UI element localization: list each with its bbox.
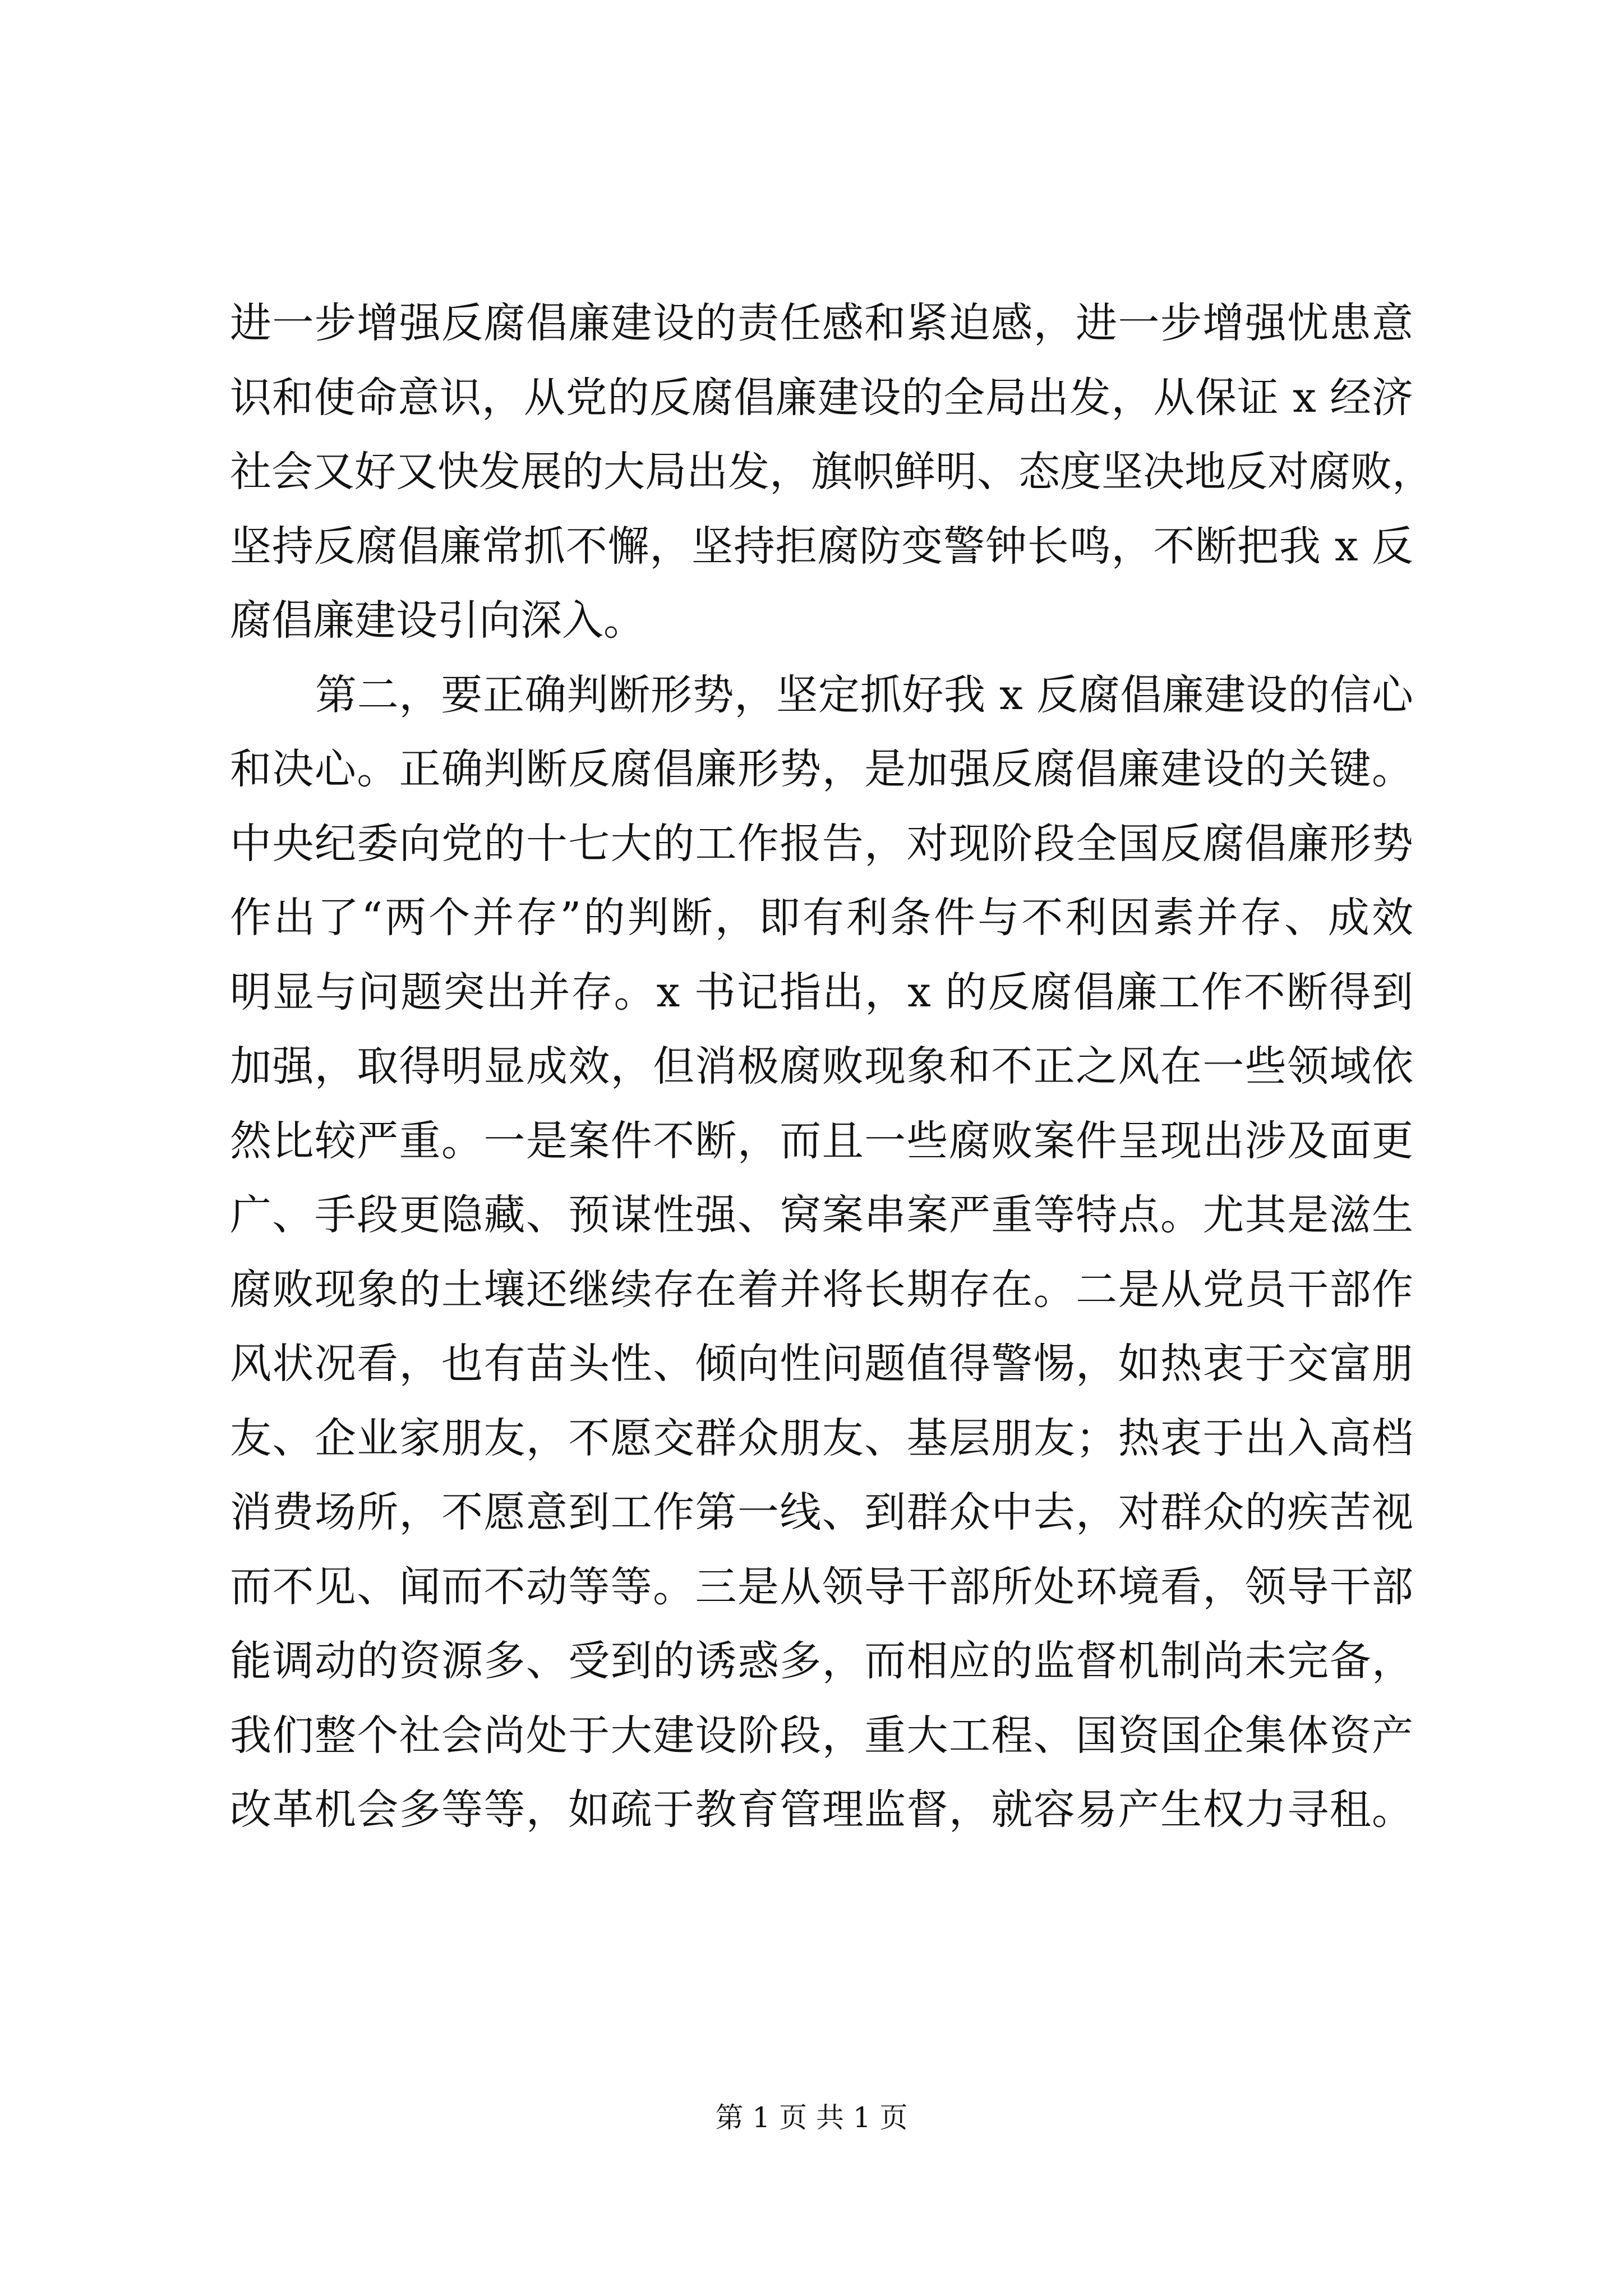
text-line: 坚持反腐倡廉常抓不懈，坚持拒腐防变警钟长鸣，不断把我 x 反	[230, 522, 1413, 570]
text-line: 友、企业家朋友，不愿交群众朋友、基层朋友；热衷于出入高档	[230, 1414, 1413, 1462]
text-line: 而不见、闻而不动等等。三是从领导干部所处环境看，领导干部	[230, 1562, 1413, 1611]
text-line: 风状况看，也有苗头性、倾向性问题值得警惕，如热衷于交富朋	[230, 1340, 1413, 1388]
text-line: 能调动的资源多、受到的诱惑多，而相应的监督机制尚未完备，	[230, 1637, 1413, 1685]
text-line: 识和使命意识，从党的反腐倡廉建设的全局出发，从保证 x 经济	[230, 373, 1413, 422]
page-footer	[0, 2101, 1623, 2134]
text-line: 广、手段更隐藏、预谋性强、窝案串案严重等特点。尤其是滋生	[230, 1191, 1413, 1239]
text-line: 进一步增强反腐倡廉建设的责任感和紧迫感，进一步增强忧患意	[230, 299, 1413, 347]
text-line: 消费场所，不愿意到工作第一线、到群众中去，对群众的疾苦视	[230, 1488, 1413, 1536]
text-line: 腐败现象的土壤还继续存在着并将长期存在。二是从党员干部作	[230, 1265, 1413, 1314]
text-line: 和决心。正确判断反腐倡廉形势，是加强反腐倡廉建设的关键。	[230, 745, 1413, 793]
body-text	[230, 286, 1433, 1847]
text-line: 明显与问题突出并存。x 书记指出，x 的反腐倡廉工作不断得到	[230, 968, 1413, 1016]
text-line: 社会又好又快发展的大局出发，旗帜鲜明、态度坚决地反对腐败，	[230, 448, 1433, 496]
text-line: 我们整个社会尚处于大建设阶段，重大工程、国资国企集体资产	[230, 1711, 1413, 1760]
text-line: 然比较严重。一是案件不断，而且一些腐败案件呈现出涉及面更	[230, 1116, 1413, 1165]
text-line: 作出了“两个并存”的判断，即有利条件与不利因素并存、成效	[230, 894, 1413, 942]
page-number-label: 第 1 页 共 1 页	[715, 2101, 908, 2134]
text-line: 中央纪委向党的十七大的工作报告，对现阶段全国反腐倡廉形势	[230, 819, 1413, 868]
text-line: 改革机会多等等，如疏于教育管理监督，就容易产生权力寻租。	[230, 1786, 1413, 1834]
text-line: 加强，取得明显成效，但消极腐败现象和不正之风在一些领域依	[230, 1042, 1413, 1091]
text-line: 腐倡廉建设引向深入。	[230, 596, 645, 645]
text-line: 第二，要正确判断形势，坚定抓好我 x 反腐倡廉建设的信心	[315, 670, 1413, 719]
